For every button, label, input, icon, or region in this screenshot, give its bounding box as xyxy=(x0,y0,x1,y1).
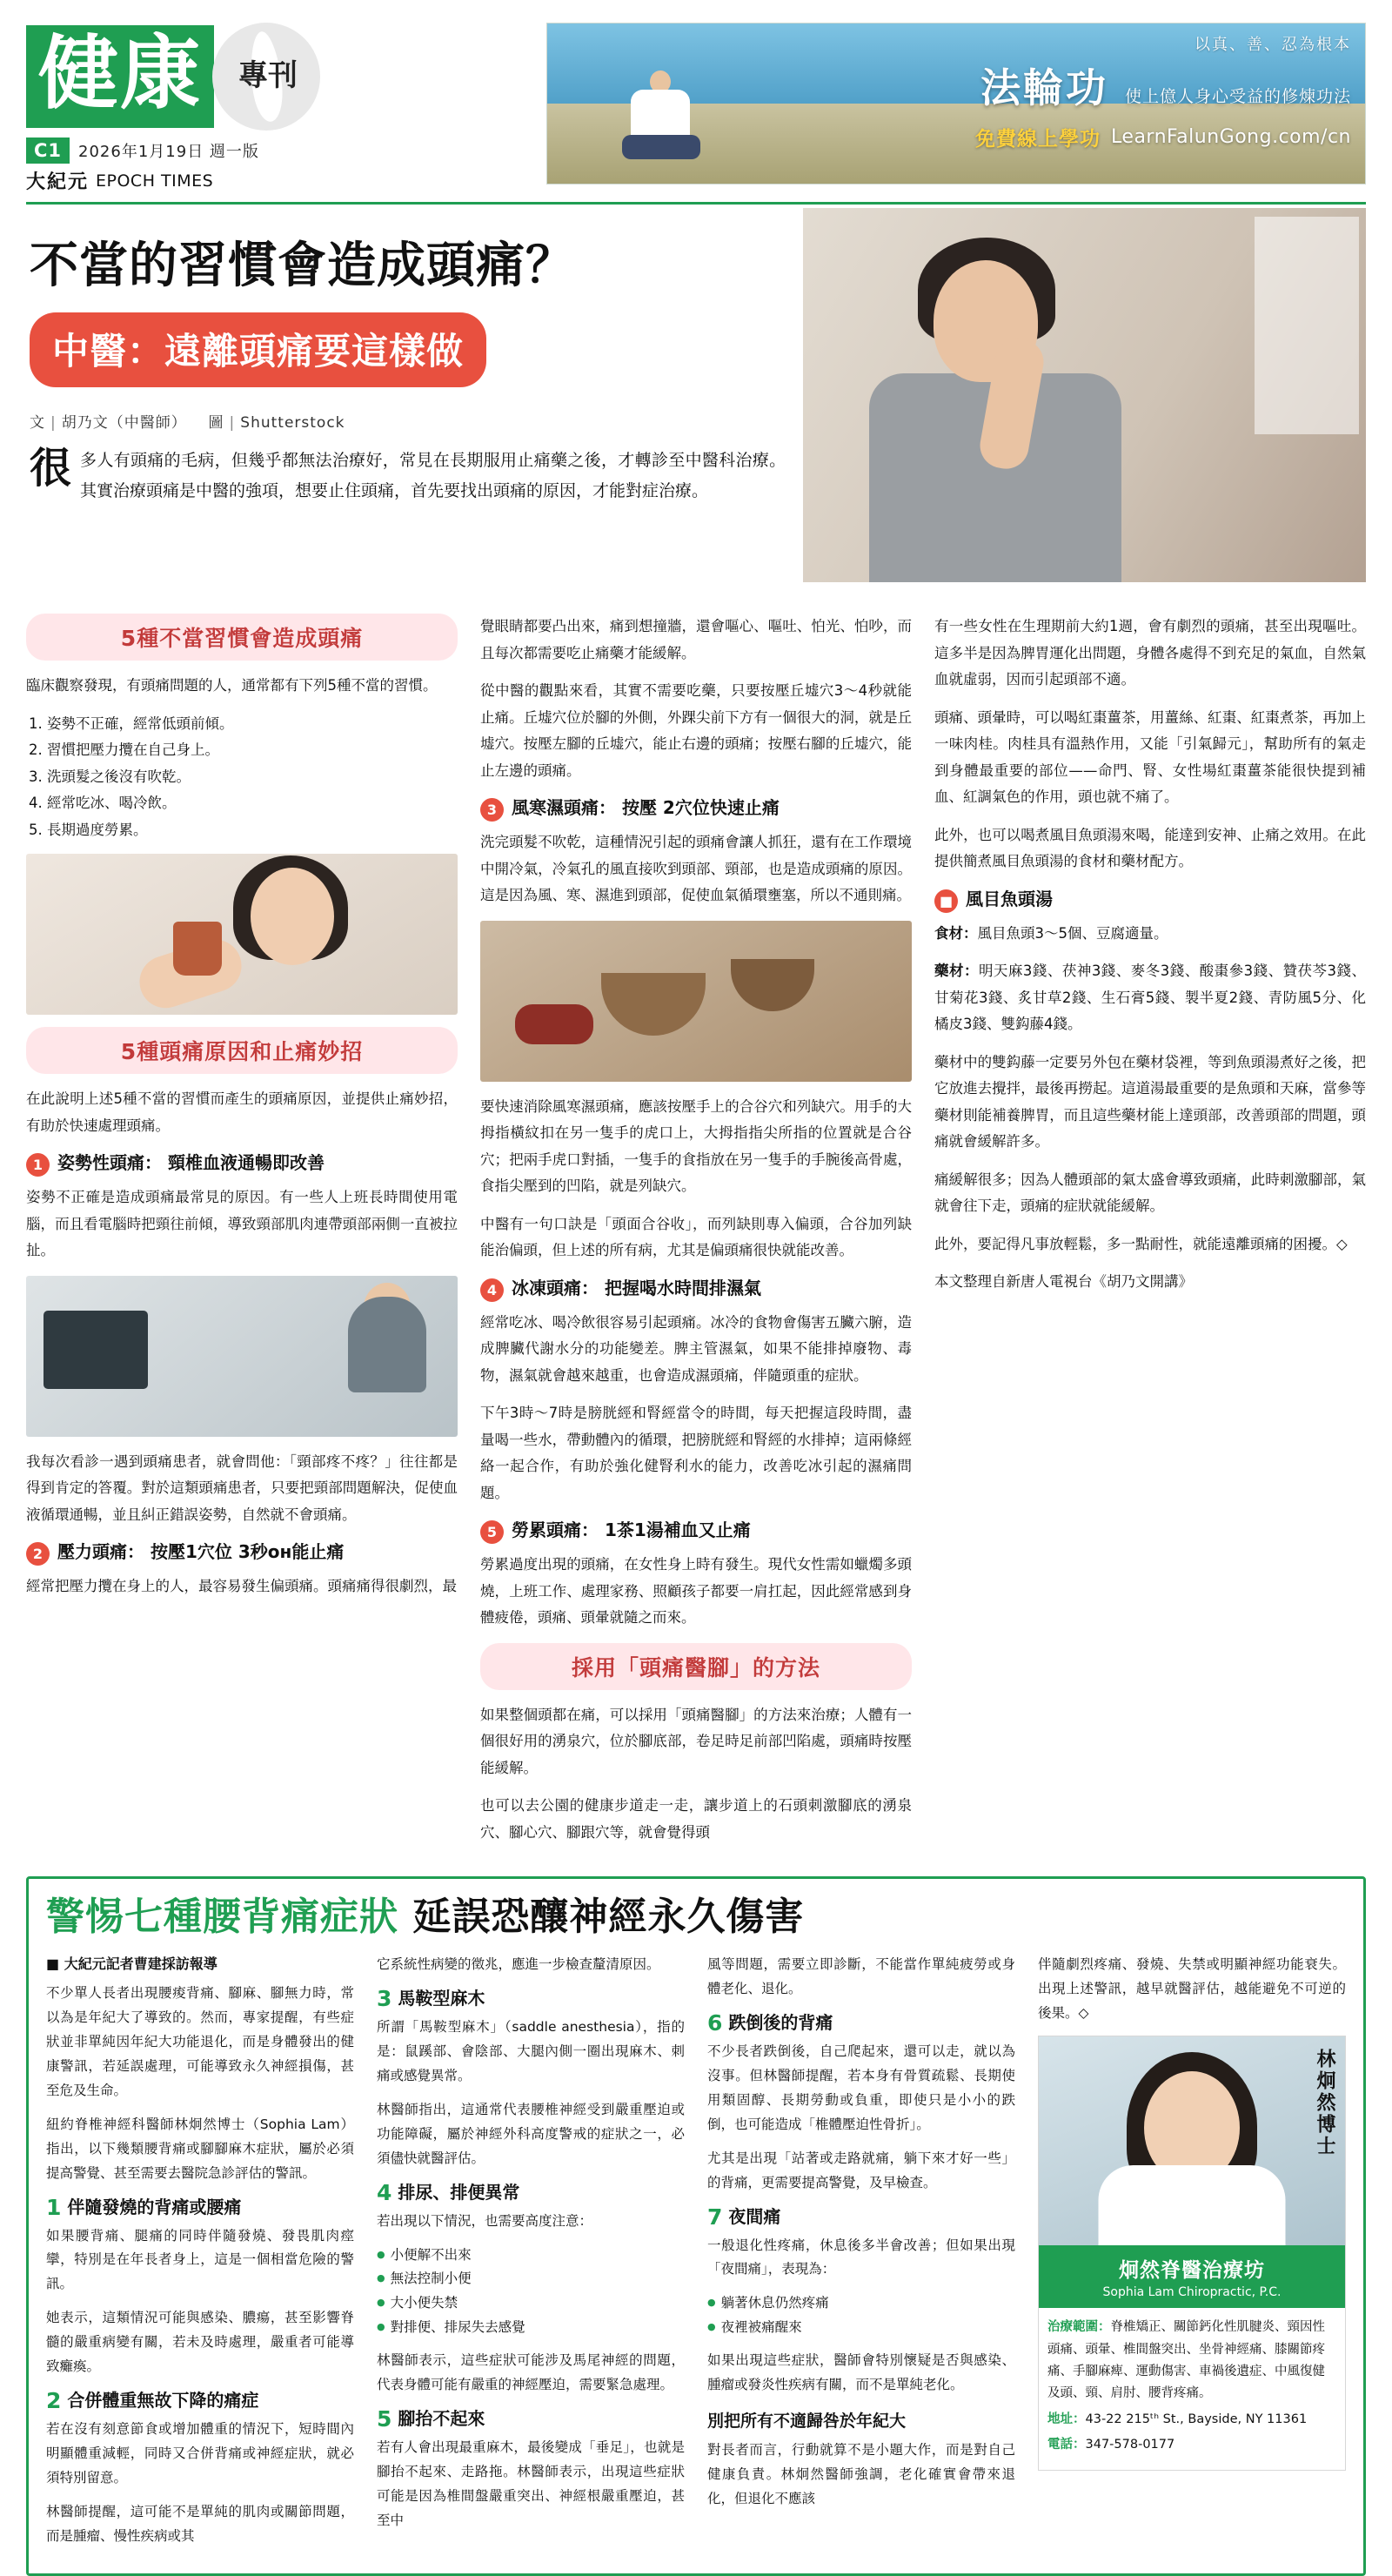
list-item: ● 躺著休息仍然疼痛 xyxy=(707,2291,1015,2316)
section-badge: C1 xyxy=(26,138,70,164)
clinic-scope-label: 治療範圍： xyxy=(1047,2320,1111,2335)
clinic-address-row xyxy=(1047,2409,1336,2431)
col3-p1: 有一些女性在生理期前大約1週，會有劇烈的頭痛，甚至出現嘔吐。這多半是因為脾胃運化出問題，身體各處得不到充足的氣血，自然氣血就虛弱，因而引起頭部不適。 xyxy=(934,618,1366,688)
ad-free-label: 免費線上學功 xyxy=(975,128,1101,151)
clinic-name-banner xyxy=(1039,2245,1345,2308)
cause-3-heading xyxy=(480,795,912,822)
byline: 文 | 胡乃文（中醫師） 圖 | Shutterstock xyxy=(30,414,345,433)
feature-c2-p3: 林醫師指出，這通常代表腰椎神經受到嚴重壓迫或功能障礙，屬於神經外科高度警戒的症狀之一，必須儘快就醫評估。 xyxy=(377,2102,685,2166)
list-item: ● 無法控制小便 xyxy=(377,2267,685,2291)
symptom-7-heading xyxy=(707,2205,1015,2229)
article-column-2 xyxy=(480,614,912,1857)
falun-gong-ad-banner[interactable] xyxy=(546,23,1366,184)
clinic-scope-row xyxy=(1047,2317,1336,2405)
cause-number-badge: 5 xyxy=(480,1520,504,1544)
list-item: 5. 長期過度勞累。 xyxy=(47,817,458,844)
feature-column-4 xyxy=(1038,1953,1346,2558)
foot-therapy-p1: 如果整個頭都在痛，可以採用「頭痛醫腳」的方法來治療；人體有一個很好用的湧泉穴，位於腳底部，卷足時足前部凹陷處，頭痛時按壓能緩解。 xyxy=(480,1706,912,1776)
feature-c1-p6: 林醫師提醒，這可能不是單純的肌肉或關節問題，而是腫瘤、慢性疾病或其 xyxy=(46,2503,354,2544)
feature-c1-p5: 若在沒有刻意節食或增加體重的情況下，短時間內明顯體重減輕，同時又合併背痛或神經症狀，就必須特別留意。 xyxy=(46,2420,354,2485)
ingredients-label: 食材： xyxy=(934,924,978,942)
list-item: 2. 習慣把壓力攬在自己身上。 xyxy=(47,737,458,764)
list-item: 3. 洗頭髮之後沒有吹乾。 xyxy=(47,764,458,791)
symptom-2-heading xyxy=(46,2389,354,2412)
col2-p1: 覺眼睛都要凸出來，痛到想撞牆，還會嘔心、嘔吐、怕光、怕吵，而且每次都需要吃止痛藥才能緩解。 xyxy=(480,618,912,661)
feature-c1-p3: 如果腰背痛、腿痛的同時伴隨發燒、發畏肌肉痙攣，特別是在年長者身上，這是一個相當危險的警訊。 xyxy=(46,2227,354,2292)
symptom-7-title: 夜間痛 xyxy=(728,2205,781,2227)
col3-p2: 頭痛、頭暈時，可以喝紅棗薑茶，用薑絲、紅棗、紅棗煮茶，再加上一味肉桂。肉桂具有溫熱作用，又能「引氣歸元」，幫助所有的氣走到身體最重要的部位——命門、腎、女性場紅棗薑茶能很快提到補血、紅調氣色的作用，頭也就不痛了。 xyxy=(934,708,1366,806)
logo-supplement-text: 專刊 xyxy=(238,58,298,94)
clinic-name-cn: 炯然脊醫治療坊 xyxy=(1119,2259,1265,2283)
ad-url-link[interactable]: LearnFalunGong.com/cn xyxy=(1111,126,1351,148)
ad-tagline: 以真、善、忍為根本 xyxy=(1195,36,1351,54)
symptom-number: 2 xyxy=(46,2387,62,2413)
byline-image-credit: Shutterstock xyxy=(240,414,345,433)
cause-4-p1: 經常吃冰、喝冷飲很容易引起頭痛。冰冷的食物會傷害五臟六腑，造成脾臟代謝水分的功能變差。脾主管濕氣，如果不能排掉廢物、毒物，濕氣就會越來越重，也會造成濕頭痛，伴隨頭重的症狀。 xyxy=(480,1313,912,1384)
cause-5-heading xyxy=(480,1518,912,1544)
cause-3-p1: 洗完頭髮不吹乾，這種情況引起的頭痛會讓人抓狂，還有在工作環境中開冷氣，冷氣孔的風直接吹到頭部、頸部，也是造成頭痛的原因。這是因為風、寒、濕進到頭部，促使血氣循環壅塞，所以不通則痛。 xyxy=(480,834,912,904)
cause-3-p2: 要快速消除風寒濕頭痛，應該按壓手上的合谷穴和列缺穴。用手的大拇指橫紋扣在另一隻手的虎口上，大拇指指尖所指的位置就是合谷穴；把兩手虎口對插，一隻手的食指放在另一隻手的手腕後高骨處，食指尖壓到的凹陷，就是列缺穴。 xyxy=(480,1097,912,1195)
foot-therapy-p2: 也可以去公園的健康步道走一走，讓步道上的石頭刺激腳底的湧泉穴、腳心穴、腳跟穴等，就會覺得頭 xyxy=(480,1797,912,1841)
feature-column-2 xyxy=(377,1953,685,2558)
section-heading-causes-remedies: 5種頭痛原因和止痛妙招 xyxy=(26,1027,458,1074)
feature-c2-p2: 所謂「馬鞍型麻木」（saddle anesthesia），指的是：鼠蹊部、會陰部、大腿內側一圈出現麻木、刺痛或感覺異常。 xyxy=(377,2019,685,2084)
cause-number-badge: 2 xyxy=(26,1542,50,1566)
feature-column-1 xyxy=(46,1953,354,2558)
symptom-1-title: 伴隨發燒的背痛或腰痛 xyxy=(67,2196,242,2217)
symptom-number: 7 xyxy=(707,2204,723,2230)
feature-c3-p4: 一般退化性疼痛，休息後多半會改善；但如果出現「夜間痛」，表現為： xyxy=(707,2237,1015,2277)
feature-c2-p5: 林醫師表示，這些症狀可能涉及馬尾神經的問題，代表身體可能有嚴重的神經壓迫，需要緊急處理。 xyxy=(377,2352,685,2393)
cause-3-title: 風寒濕頭痛： 按壓 2穴位快速止痛 xyxy=(512,797,780,819)
col3-p5: 痛緩解很多；因為人體頭部的氣太盛會導致頭痛，此時刺激腳部，氣就會往下走，頭痛的症狀就能緩解。 xyxy=(934,1171,1366,1215)
symptom-6-title: 跌倒後的背痛 xyxy=(728,2012,833,2034)
ad-title-main: 法輪功 xyxy=(980,64,1108,111)
ingredients-value: 風目魚頭3～5個、豆腐適量。 xyxy=(977,924,1168,942)
cause-number-badge: 1 xyxy=(26,1153,50,1177)
soup-herbs xyxy=(934,958,1366,1038)
col1-p2: 在此說明上述5種不當的習慣而產生的頭痛原因，並提供止痛妙招，有助於快速處理頭痛。 xyxy=(26,1090,458,1134)
symptom-5-title: 腳抬不起來 xyxy=(398,2407,485,2429)
section-heading-bad-habits: 5種不當習慣會造成頭痛 xyxy=(26,614,458,661)
feature-c3-p5: 如果出現這些症狀，醫師會特別懷疑是否與感染、腫瘤或發炎性疾病有關，而不是單純老化。 xyxy=(707,2352,1015,2393)
feature-columns xyxy=(46,1953,1346,2558)
hero-text-block xyxy=(26,217,803,591)
headache-woman-photo xyxy=(803,208,1366,582)
clinic-phone-value[interactable]: 347-578-0177 xyxy=(1085,2438,1175,2452)
col3-p4: 藥材中的雙鈎藤一定要另外包在藥材袋裡，等到魚頭湯煮好之後，把它放進去攪拌，最後再撈起。這道湯最重要的是魚頭和天麻，當參等藥材則能補養脾胃，而且這些藥材能上達頭部，改善頭部的問題，頭痛就會緩解許多。 xyxy=(934,1053,1366,1150)
cause-1-heading xyxy=(26,1150,458,1177)
symptom-number: 4 xyxy=(377,2179,392,2205)
cause-number-badge: 3 xyxy=(480,798,504,822)
masthead-divider xyxy=(26,202,1366,205)
symptom-4-heading xyxy=(377,2181,685,2204)
clinic-phone-label: 電話： xyxy=(1047,2438,1086,2452)
hero-image-block xyxy=(803,217,1366,591)
hero-lead-paragraph xyxy=(30,446,786,506)
cause-4-p2: 下午3時～7時是膀胱經和腎經當令的時間，每天把握這段時間，盡量喝一些水，帶動體內的循環，把膀胱經和腎經的水排掉；這兩條經絡一起合作，有助於強化健腎利水的能力，改善吃冰引起的濕痛問題。 xyxy=(480,1405,912,1501)
feature-column-3 xyxy=(707,1953,1015,2558)
logo-health-text: 健康 xyxy=(26,25,214,128)
byline-image-label: 圖 xyxy=(208,414,224,433)
feature-c3-p6: 對長者而言，行動就算不是小題大作，而是對自己健康負責。林炯然醫師強調，老化確實會帶來退化，但退化不應該 xyxy=(707,2441,1015,2506)
hero-lead-text: 多人有頭痛的毛病，但幾乎都無法治療好，常見在長期服用止痛藥之後，才轉診至中醫科治療。其實治療頭痛是中醫的強項，想要止住頭痛，首先要找出頭痛的原因，才能對症治療。 xyxy=(80,451,786,501)
symptom-3-heading xyxy=(377,1987,685,2010)
feature-c2-p4: 若出現以下情況，也需要高度注意： xyxy=(377,2212,593,2229)
symptom-1-heading xyxy=(46,2196,354,2219)
feature-source-line: ■ 大紀元記者曹建採訪報導 xyxy=(46,1955,218,1973)
ad-cta-row xyxy=(844,123,1351,151)
hero-dropcap: 很 xyxy=(30,444,72,493)
doctor-portrait-photo xyxy=(1039,2036,1345,2245)
cause-3-p3: 中醫有一句口訣是「頭面合谷收」，而列缺則專入偏頭，合谷加列缺能治偏頭，但上述的所有病，尤其是偏頭痛很快就能改善。 xyxy=(480,1215,912,1259)
herbs-value: 明天麻3錢、茯神3錢、麥冬3錢、酸棗參3錢、贊茯芩3錢、甘菊花3錢、炙甘草2錢、生石膏5錢、製半夏2錢、青防風5分、化橘皮3錢、雙鈎藤4錢。 xyxy=(934,963,1366,1033)
symptom-6-heading xyxy=(707,2011,1015,2035)
publication-logo xyxy=(26,23,531,131)
cause-5-p1: 勞累過度出現的頭痛，在女性身上時有發生。現代女性需如蠟燭多頭燒，上班工作、處理家務、照顧孩子都要一肩扛起，因此經常感到身體疲倦，頭痛、頭暈就隨之而來。 xyxy=(480,1556,912,1627)
clinic-address-label: 地址： xyxy=(1047,2412,1086,2426)
col2-p2: 從中醫的觀點來看，其實不需要吃藥，只要按壓丘墟穴3～4秒就能止痛。丘墟穴位於腳的外側，外踝尖前下方有一個很大的洞，就是丘墟穴。按壓左腳的丘墟穴，能止右邊的頭痛；按壓右腳的丘墟穴，能止左邊的頭痛。 xyxy=(480,682,912,779)
feature-c1-p2: 紐約脊椎神經科醫師林炯然博士（Sophia Lam）指出，以下幾類腰背痛或腳腳麻木症狀，屬於必須提高警覺、甚至需要去醫院急診評估的警訊。 xyxy=(46,2116,354,2181)
feature-article-box xyxy=(26,1876,1366,2576)
logo-circle-emblem xyxy=(212,23,320,131)
page-title: 不當的習慣會造成頭痛？ xyxy=(30,238,575,294)
cause-1-title: 姿勢性頭痛： 頸椎血液通暢即改善 xyxy=(57,1152,325,1174)
herbal-tea-photo xyxy=(480,921,912,1082)
symptom-number: 6 xyxy=(707,2010,723,2036)
symptom-number: 3 xyxy=(377,1986,392,2012)
brand-line xyxy=(26,167,531,194)
doctor-ad-card[interactable] xyxy=(1038,2036,1346,2471)
masthead-subline xyxy=(26,138,531,164)
herbs-label: 藥材： xyxy=(934,963,979,980)
section-heading-foot-therapy: 採用「頭痛醫腳」的方法 xyxy=(480,1643,912,1690)
soup-ingredients xyxy=(934,921,1366,948)
symptom-number: 1 xyxy=(46,2194,62,2220)
list-item: ● 夜裡被痛醒來 xyxy=(707,2316,1015,2340)
list-item: 1. 姿勢不正確，經常低頭前傾。 xyxy=(47,711,458,738)
hero-subhead-pill: 中醫：遠離頭痛要這樣做 xyxy=(30,312,486,387)
meditating-person-photo xyxy=(608,67,713,171)
symptom-3-title: 馬鞍型麻木 xyxy=(398,1988,485,2009)
feature-c2-p6: 若有人會出現最重麻木，最後變成「垂足」，也就是腳抬不起來、走路拖。林醫師表示，出現這些症狀可能是因為椎間盤嚴重突出、神經根嚴重壓迫，甚至中 xyxy=(377,2438,685,2528)
symptom-number: 5 xyxy=(377,2405,392,2432)
woman-drinking-cold-photo xyxy=(26,854,458,1015)
col3-p3: 此外，也可以喝煮風目魚頭湯來喝，能達到安神、止痛之效用。在此提供簡煮風目魚頭湯的食材和藥材配方。 xyxy=(934,826,1366,870)
list-item: ● 小便解不出來 xyxy=(377,2244,685,2268)
feature-c3-p3: 尤其是出現「站著或走路就痛，躺下來才好一些」的背痛，更需要提高警覺，及早檢查。 xyxy=(707,2150,1015,2190)
feature-c4-p1: 伴隨劇烈疼痛、發燒、失禁或明顯神經功能衰失。出現上述警訊，越早就醫評估，越能避免不可逆的後果。◇ xyxy=(1038,1956,1346,2022)
feature-subheading: 別把所有不適歸咎於年紀大 xyxy=(707,2411,907,2431)
issue-date: 2026年1月19日 週一版 xyxy=(78,143,259,161)
symptom-2-title: 合併體重無故下降的痛症 xyxy=(67,2389,259,2411)
masthead xyxy=(26,23,1366,197)
ad-title xyxy=(844,57,1351,114)
masthead-logo-block xyxy=(26,23,531,194)
feature-title xyxy=(46,1893,1346,1941)
col1-p1: 臨床觀察發現，有頭痛問題的人，通常都有下列5種不當的習慣。 xyxy=(26,677,438,694)
article-column-1 xyxy=(26,614,458,1857)
cause-2-heading xyxy=(26,1540,458,1566)
clinic-scope-value: 脊椎矯正、關節鈣化性肌腱炎、頸因性頭痛、頭暈、椎間盤突出、坐骨神經痛、膝關節疼痛、手腳麻痺、運動傷害、車禍後遺症、中風復健及頭、頸、肩肘、腰背疼痛。 xyxy=(1047,2320,1325,2401)
cause-2-title: 壓力頭痛： 按壓1穴位 3秒он能止痛 xyxy=(57,1541,345,1563)
clinic-info-block xyxy=(1039,2308,1345,2470)
doctor-name-vertical: 林炯然博士 xyxy=(1314,2049,1335,2158)
feature-c3-p1: 風等問題，需要立即診斷，不能當作單純疲勞或身體老化、退化。 xyxy=(707,1956,1015,1997)
cause-number-badge: 4 xyxy=(480,1278,504,1302)
cause-2-p1: 經常把壓力攬在身上的人，最容易發生偏頭痛。頭痛痛得很劇烈，最 xyxy=(26,1578,457,1595)
feature-title-part2: 延誤恐釀神經永久傷害 xyxy=(412,1895,805,1940)
brand-english: EPOCH TIMES xyxy=(96,171,214,191)
bullet-square-icon: ■ xyxy=(934,889,958,913)
bad-habits-list xyxy=(26,711,458,844)
cause-4-title: 冰凍頭痛： 把握喝水時間排濕氣 xyxy=(512,1277,761,1298)
symptom-7-bullets xyxy=(707,2291,1015,2340)
article-columns xyxy=(26,614,1366,1857)
col3-p6: 此外，要記得凡事放輕鬆，多一點耐性，就能遠離頭痛的困擾。◇ xyxy=(934,1235,1348,1252)
soup-recipe-title: 風目魚頭湯 xyxy=(966,888,1053,909)
ad-title-sub: 使上億人身心受益的修煉功法 xyxy=(1124,87,1351,106)
brand-chinese: 大紀元 xyxy=(26,171,90,193)
feature-title-part1: 警惕七種腰背痛症狀 xyxy=(46,1895,398,1940)
list-item: 4. 經常吃冰、喝冷飲。 xyxy=(47,790,458,817)
cause-1-p1: 姿勢不正確是造成頭痛最常見的原因。有一些人上班長時間使用電腦，而且看電腦時把頸往前傾，導致頸部肌肉連帶頭部兩側一直被拉扯。 xyxy=(26,1189,458,1259)
list-item: ● 對排便、排尿失去感覺 xyxy=(377,2316,685,2340)
feature-c3-p2: 不少長者跌倒後，自己爬起來，還可以走，就以為沒事。但林醫師提醒，若本身有骨質疏鬆、長期使用類固醇、長期勞動或負重，即使只是小小的跌倒，也可能造成「椎體壓迫性骨折」。 xyxy=(707,2043,1015,2132)
byline-text-label: 文 xyxy=(30,414,45,433)
symptom-4-bullets xyxy=(377,2244,685,2341)
ad-text-block xyxy=(844,32,1351,151)
symptom-5-heading xyxy=(377,2407,685,2431)
soup-recipe-heading xyxy=(934,887,1366,913)
feature-c1-p4: 她表示，這類情況可能與感染、膿瘍，甚至影響脊髓的嚴重病變有關，若未及時處理，嚴重者可能導致癱瘓。 xyxy=(46,2310,354,2375)
article-column-3 xyxy=(934,614,1366,1857)
list-item: ● 大小便失禁 xyxy=(377,2291,685,2316)
cause-4-heading xyxy=(480,1276,912,1302)
byline-author: 胡乃文（中醫師） xyxy=(61,414,187,433)
feature-c2-p1: 它系統性病變的徵兆，應進一步檢查釐清原因。 xyxy=(377,1956,660,1973)
col3-source-note: 本文整理自新唐人電視台《胡乃文開講》 xyxy=(934,1273,1193,1291)
hero-section xyxy=(26,217,1366,591)
desk-posture-photo xyxy=(26,1276,458,1437)
clinic-address-value: 43-22 215ᵗʰ St., Bayside, NY 11361 xyxy=(1085,2412,1308,2426)
cause-1-p2: 我每次看診一遇到頭痛患者，就會問他：「頸部疼不疼？」往往都是得到肯定的答覆。對於這類頭痛患者，只要把頸部問題解決，促使血液循環通暢，並且糾正錯誤姿勢，自然就不會頭痛。 xyxy=(26,1452,458,1523)
feature-c1-p1: 不少單人長者出現腰痠背痛、腳麻、腳無力時，常以為是年紀大了導致的。然而，專家提醒，有些症狀並非單純因年紀大功能退化，而是身體發出的健康警訊，若延誤處理，可能導致永久神經損傷，甚至危及生命。 xyxy=(46,1985,354,2099)
clinic-phone-row[interactable] xyxy=(1047,2434,1336,2456)
cause-5-title: 勞累頭痛： 1茶1湯補血又止痛 xyxy=(512,1519,751,1541)
symptom-4-title: 排尿、排便異常 xyxy=(398,2181,520,2203)
clinic-name-en: Sophia Lam Chiropractic, P.C. xyxy=(1102,2285,1282,2300)
